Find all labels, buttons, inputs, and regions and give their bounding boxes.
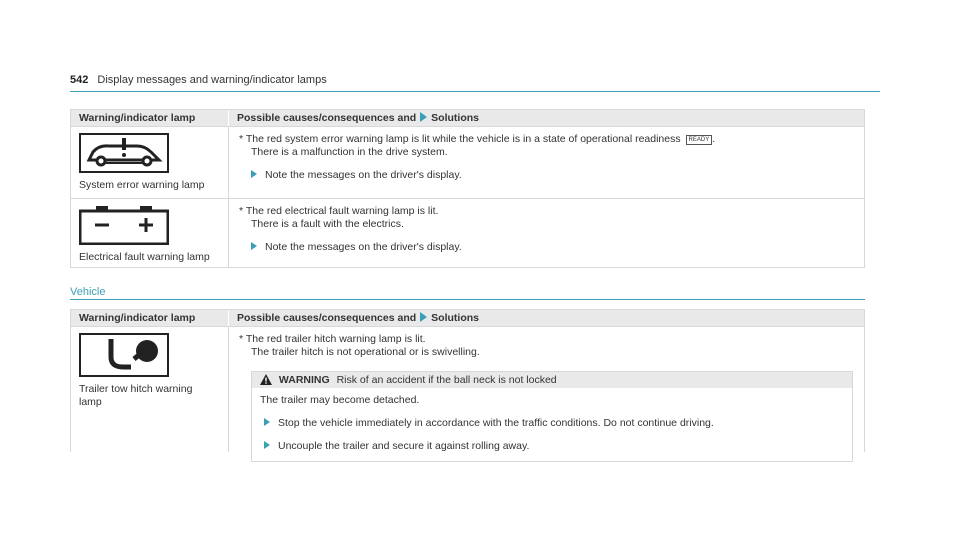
table-row <box>71 126 864 198</box>
warning-label: WARNING <box>278 374 330 386</box>
lamp-cell <box>71 199 229 267</box>
page-number: 542 <box>70 74 89 86</box>
table-row <box>71 198 864 267</box>
causes-cell <box>229 199 864 267</box>
arrow-right-icon <box>420 112 427 122</box>
col-lamp-header: Warning/indicator lamp <box>71 310 229 326</box>
action-item: Note the messages on the driver's display. <box>251 169 854 182</box>
cause-line: * The red electrical fault warning lamp is lit. <box>239 205 439 217</box>
ready-badge: READY <box>686 135 713 145</box>
section-title: Vehicle <box>70 286 106 298</box>
arrow-right-icon <box>420 312 427 322</box>
bullet-arrow-icon <box>251 242 257 250</box>
cause-line: There is a malfunction in the drive system. <box>251 146 448 158</box>
section-rule <box>70 299 865 300</box>
table-header <box>71 310 864 326</box>
page-header <box>70 74 880 86</box>
col-causes-header-text: Possible causes/consequences and <box>237 112 417 124</box>
table-header <box>71 110 864 126</box>
action-item: Note the messages on the driver's display. <box>251 241 854 254</box>
lamp-label: Electrical fault warning lamp <box>79 251 210 263</box>
cause-line: There is a fault with the electrics. <box>251 218 404 230</box>
lamp-table-2 <box>70 309 865 452</box>
lamp-label: System error warning lamp <box>79 179 205 191</box>
warning-body <box>252 388 852 461</box>
warning-title: Risk of an accident if the ball neck is not locked <box>336 374 557 386</box>
warning-triangle-icon <box>260 374 272 385</box>
causes-cell <box>229 327 864 452</box>
cause-line: * The red system error warning lamp is lit while the vehicle is in a state of operational readiness READY . <box>239 133 716 145</box>
warning-header <box>252 372 852 388</box>
lamp-table-1 <box>70 109 865 268</box>
cause-line: * The red trailer hitch warning lamp is lit. <box>239 333 426 345</box>
lamp-cell <box>71 127 229 198</box>
bullet-arrow-icon <box>264 418 270 426</box>
trailer-hitch-icon <box>79 333 169 377</box>
warning-text: The trailer may become detached. <box>260 394 420 406</box>
page-title: Display messages and warning/indicator lamps <box>97 74 327 86</box>
table-row <box>71 326 864 452</box>
lamp-cell <box>71 327 229 452</box>
col-lamp-header: Warning/indicator lamp <box>71 110 229 126</box>
bullet-arrow-icon <box>251 170 257 178</box>
cause-line: The trailer hitch is not operational or is swivelling. <box>251 346 480 358</box>
warning-box <box>251 371 853 462</box>
col-solutions-header-text: Solutions <box>431 112 480 124</box>
action-item: Stop the vehicle immediately in accordance with the traffic conditions. Do not continue driving. <box>264 417 844 430</box>
col-solutions-header-text: Solutions <box>431 312 480 324</box>
header-rule <box>70 91 880 92</box>
battery-icon <box>79 205 169 245</box>
car-system-error-icon <box>79 133 169 173</box>
col-causes-header <box>229 310 864 326</box>
causes-cell <box>229 127 864 198</box>
col-causes-header-text: Possible causes/consequences and <box>237 312 417 324</box>
action-item: Uncouple the trailer and secure it against rolling away. <box>264 440 844 453</box>
bullet-arrow-icon <box>264 441 270 449</box>
lamp-label: Trailer tow hitch warning <box>79 383 193 395</box>
lamp-label: lamp <box>79 396 102 408</box>
col-causes-header <box>229 110 864 126</box>
